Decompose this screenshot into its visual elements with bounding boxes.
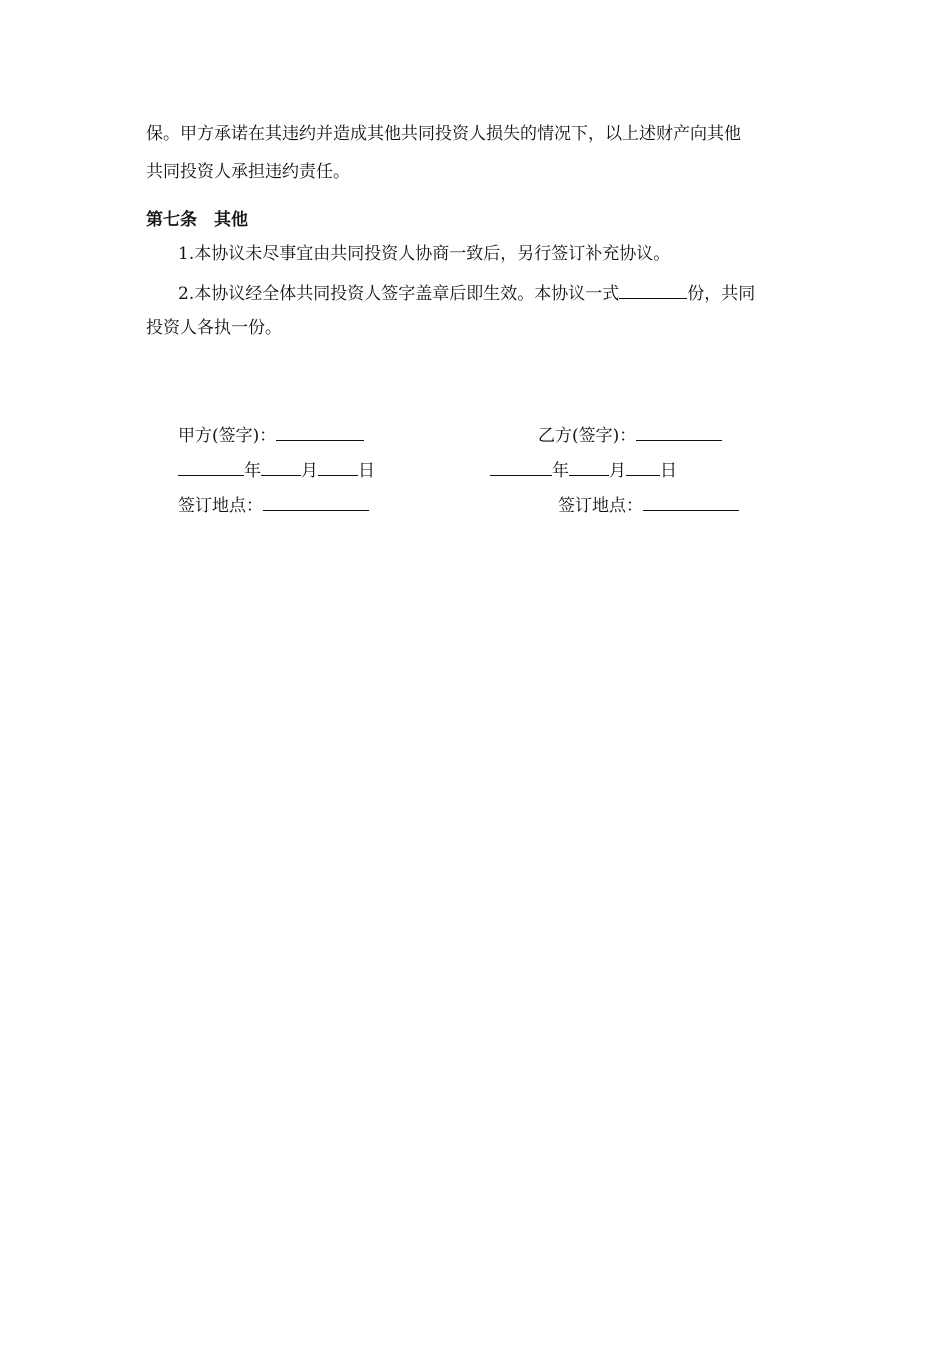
party-a-date xyxy=(178,459,375,481)
party-a-year-blank[interactable] xyxy=(178,459,244,476)
party-b-day-blank[interactable] xyxy=(626,459,660,476)
clause-2 xyxy=(178,282,755,304)
clause-1: 1.本协议未尽事宜由共同投资人协商一致后，另行签订补充协议。 xyxy=(178,244,671,264)
party-a-signature-blank[interactable] xyxy=(276,424,364,441)
party-b-signature-blank[interactable] xyxy=(636,424,722,441)
article-heading: 第七条 其他 xyxy=(146,210,248,230)
party-a-month-blank[interactable] xyxy=(261,459,301,476)
party-b-label: 乙方(签字)： xyxy=(538,426,637,446)
clause-2-text: 2.本协议经全体共同投资人签字盖章后即生效。本协议一式 xyxy=(178,284,620,304)
party-b-month-blank[interactable] xyxy=(569,459,609,476)
party-b-date xyxy=(490,459,677,481)
month-label: 月 xyxy=(301,461,318,481)
party-b-place-label: 签订地点： xyxy=(558,496,643,516)
year-label: 年 xyxy=(244,461,261,481)
party-a-signature xyxy=(178,424,364,446)
paragraph-line: 保。甲方承诺在其违约并造成其他共同投资人损失的情况下，以上述财产向其他 xyxy=(146,124,741,144)
party-a-day-blank[interactable] xyxy=(318,459,358,476)
party-b-signature xyxy=(538,424,722,446)
copies-blank[interactable] xyxy=(619,282,687,299)
day-label: 日 xyxy=(660,461,677,481)
party-a-place-blank[interactable] xyxy=(263,494,369,511)
party-a-label: 甲方(签字)： xyxy=(178,426,277,446)
party-a-place xyxy=(178,494,369,516)
month-label: 月 xyxy=(609,461,626,481)
party-b-place xyxy=(558,494,739,516)
day-label: 日 xyxy=(358,461,375,481)
party-b-place-blank[interactable] xyxy=(643,494,739,511)
clause-2-text-cont: 份，共同 xyxy=(687,284,756,304)
clause-2-line2: 投资人各执一份。 xyxy=(146,318,282,338)
party-b-year-blank[interactable] xyxy=(490,459,552,476)
party-a-place-label: 签订地点： xyxy=(178,496,263,516)
paragraph-line: 共同投资人承担违约责任。 xyxy=(146,162,350,182)
year-label: 年 xyxy=(552,461,569,481)
